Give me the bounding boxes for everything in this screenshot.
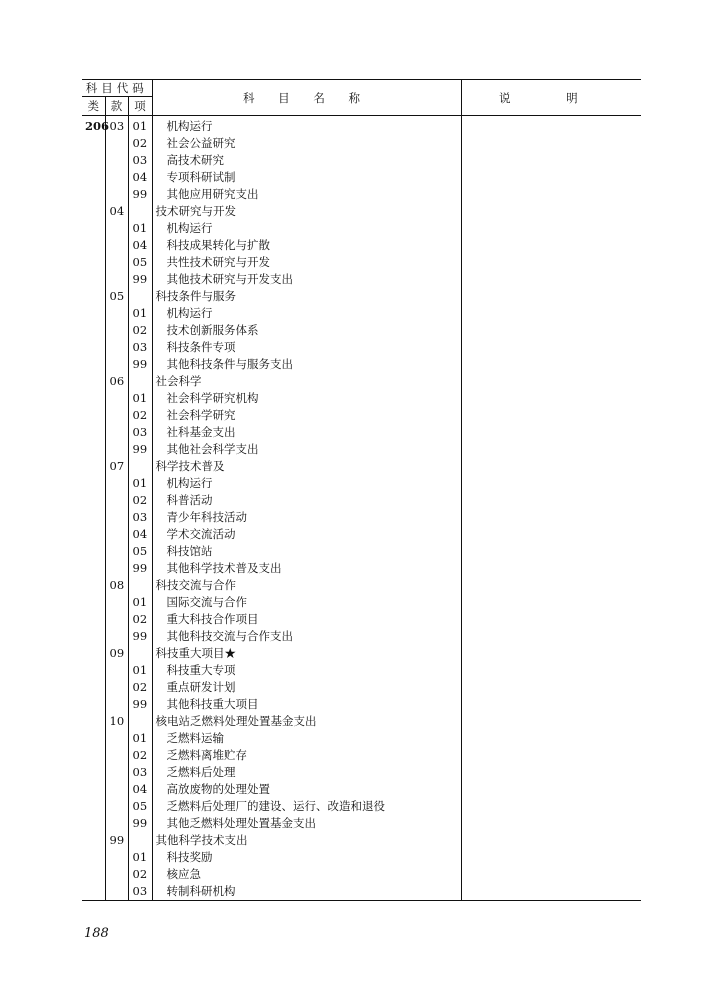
cell-kuan <box>105 390 128 407</box>
cell-kuan <box>105 730 128 747</box>
cell-lei <box>82 186 105 203</box>
table-row <box>82 424 641 441</box>
table-row <box>82 116 641 136</box>
cell-lei <box>82 577 105 594</box>
cell-lei <box>82 509 105 526</box>
table-row <box>82 526 641 543</box>
cell-lei <box>82 475 105 492</box>
header-xiang: 项 <box>128 97 152 116</box>
cell-kuan <box>105 492 128 509</box>
cell-subject-name: 科技条件与服务 <box>152 288 461 305</box>
cell-lei <box>82 832 105 849</box>
cell-subject-name: 其他科技重大项目 <box>152 696 461 713</box>
cell-subject-name: 高放废物的处理处置 <box>152 781 461 798</box>
cell-kuan <box>105 815 128 832</box>
cell-note <box>461 713 641 730</box>
cell-lei <box>82 611 105 628</box>
table-row <box>82 543 641 560</box>
cell-note <box>461 288 641 305</box>
cell-xiang: 02 <box>128 407 152 424</box>
cell-kuan <box>105 883 128 901</box>
cell-subject-name: 核电站乏燃料处理处置基金支出 <box>152 713 461 730</box>
cell-kuan <box>105 169 128 186</box>
cell-note <box>461 645 641 662</box>
table-row <box>82 832 641 849</box>
cell-xiang <box>128 203 152 220</box>
cell-note <box>461 116 641 136</box>
cell-kuan <box>105 271 128 288</box>
cell-subject-name: 其他科学技术普及支出 <box>152 560 461 577</box>
cell-note <box>461 492 641 509</box>
cell-kuan <box>105 526 128 543</box>
cell-xiang: 04 <box>128 169 152 186</box>
cell-subject-name: 科技成果转化与扩散 <box>152 237 461 254</box>
cell-note <box>461 220 641 237</box>
table-body <box>82 116 641 901</box>
table-row <box>82 883 641 901</box>
cell-lei <box>82 441 105 458</box>
cell-kuan <box>105 135 128 152</box>
table-row <box>82 594 641 611</box>
table-row <box>82 475 641 492</box>
cell-lei <box>82 254 105 271</box>
cell-xiang <box>128 288 152 305</box>
cell-lei <box>82 560 105 577</box>
table-row <box>82 237 641 254</box>
cell-kuan: 04 <box>105 203 128 220</box>
table-row <box>82 288 641 305</box>
cell-lei <box>82 135 105 152</box>
cell-note <box>461 832 641 849</box>
table-row <box>82 628 641 645</box>
cell-subject-name: 社会公益研究 <box>152 135 461 152</box>
cell-lei <box>82 781 105 798</box>
cell-note <box>461 356 641 373</box>
cell-xiang: 04 <box>128 526 152 543</box>
cell-subject-name: 国际交流与合作 <box>152 594 461 611</box>
cell-note <box>461 730 641 747</box>
cell-note <box>461 866 641 883</box>
cell-kuan: 10 <box>105 713 128 730</box>
cell-lei <box>82 866 105 883</box>
table-row <box>82 866 641 883</box>
cell-note <box>461 305 641 322</box>
cell-xiang: 99 <box>128 815 152 832</box>
cell-subject-name: 其他社会科学支出 <box>152 441 461 458</box>
cell-kuan <box>105 407 128 424</box>
cell-subject-name: 重点研发计划 <box>152 679 461 696</box>
cell-xiang: 99 <box>128 271 152 288</box>
cell-kuan: 06 <box>105 373 128 390</box>
cell-xiang: 03 <box>128 764 152 781</box>
cell-lei <box>82 849 105 866</box>
cell-lei <box>82 288 105 305</box>
table-row <box>82 747 641 764</box>
cell-lei <box>82 798 105 815</box>
cell-kuan <box>105 356 128 373</box>
table-row <box>82 492 641 509</box>
cell-kuan <box>105 186 128 203</box>
cell-kuan: 09 <box>105 645 128 662</box>
cell-kuan <box>105 781 128 798</box>
cell-note <box>461 577 641 594</box>
cell-note <box>461 764 641 781</box>
header-note: 说 明 <box>461 80 641 116</box>
cell-kuan <box>105 611 128 628</box>
cell-xiang: 01 <box>128 475 152 492</box>
cell-kuan <box>105 866 128 883</box>
cell-note <box>461 169 641 186</box>
header-lei: 类 <box>82 97 105 116</box>
cell-subject-name: 科技交流与合作 <box>152 577 461 594</box>
cell-lei <box>82 322 105 339</box>
cell-xiang: 99 <box>128 356 152 373</box>
table-row <box>82 815 641 832</box>
cell-lei <box>82 883 105 901</box>
cell-note <box>461 526 641 543</box>
cell-subject-name: 转制科研机构 <box>152 883 461 901</box>
cell-xiang: 03 <box>128 424 152 441</box>
cell-lei <box>82 424 105 441</box>
cell-xiang: 01 <box>128 849 152 866</box>
cell-subject-name: 乏燃料后处理厂的建设、运行、改造和退役 <box>152 798 461 815</box>
table-row <box>82 407 641 424</box>
cell-note <box>461 152 641 169</box>
cell-xiang: 99 <box>128 628 152 645</box>
cell-lei <box>82 152 105 169</box>
cell-subject-name: 重大科技合作项目 <box>152 611 461 628</box>
cell-kuan: 03 <box>105 116 128 136</box>
table-row <box>82 645 641 662</box>
cell-kuan <box>105 237 128 254</box>
cell-lei <box>82 730 105 747</box>
cell-subject-name: 社会科学研究 <box>152 407 461 424</box>
table-row <box>82 781 641 798</box>
cell-xiang: 02 <box>128 747 152 764</box>
cell-lei <box>82 356 105 373</box>
cell-note <box>461 441 641 458</box>
cell-note <box>461 696 641 713</box>
cell-kuan <box>105 322 128 339</box>
cell-kuan <box>105 424 128 441</box>
cell-xiang: 03 <box>128 339 152 356</box>
cell-note <box>461 424 641 441</box>
cell-note <box>461 271 641 288</box>
cell-subject-name: 其他技术研究与开发支出 <box>152 271 461 288</box>
cell-lei <box>82 271 105 288</box>
cell-note <box>461 594 641 611</box>
cell-subject-name: 社会科学研究机构 <box>152 390 461 407</box>
table-row <box>82 679 641 696</box>
cell-xiang: 02 <box>128 492 152 509</box>
cell-xiang: 03 <box>128 152 152 169</box>
cell-lei <box>82 645 105 662</box>
cell-kuan <box>105 305 128 322</box>
cell-kuan <box>105 628 128 645</box>
cell-note <box>461 254 641 271</box>
table-row <box>82 305 641 322</box>
cell-kuan <box>105 475 128 492</box>
cell-kuan: 07 <box>105 458 128 475</box>
cell-kuan <box>105 764 128 781</box>
cell-subject-name: 其他应用研究支出 <box>152 186 461 203</box>
cell-lei <box>82 628 105 645</box>
table-row <box>82 458 641 475</box>
cell-kuan: 05 <box>105 288 128 305</box>
cell-subject-name: 共性技术研究与开发 <box>152 254 461 271</box>
cell-kuan <box>105 152 128 169</box>
cell-subject-name: 乏燃料后处理 <box>152 764 461 781</box>
cell-subject-name: 乏燃料运输 <box>152 730 461 747</box>
table-row <box>82 186 641 203</box>
cell-note <box>461 135 641 152</box>
cell-xiang: 01 <box>128 116 152 136</box>
cell-xiang: 02 <box>128 322 152 339</box>
cell-note <box>461 407 641 424</box>
cell-subject-name: 技术创新服务体系 <box>152 322 461 339</box>
header-subject-name: 科 目 名 称 <box>152 80 461 116</box>
cell-subject-name: 科技重大项目★ <box>152 645 461 662</box>
cell-xiang: 05 <box>128 543 152 560</box>
cell-note <box>461 458 641 475</box>
cell-subject-name: 学术交流活动 <box>152 526 461 543</box>
table-row <box>82 662 641 679</box>
cell-kuan <box>105 747 128 764</box>
table-row <box>82 696 641 713</box>
table-row <box>82 713 641 730</box>
cell-subject-name: 社科基金支出 <box>152 424 461 441</box>
cell-subject-name: 技术研究与开发 <box>152 203 461 220</box>
cell-lei <box>82 526 105 543</box>
table-row <box>82 373 641 390</box>
cell-note <box>461 679 641 696</box>
cell-subject-name: 高技术研究 <box>152 152 461 169</box>
table-row <box>82 577 641 594</box>
cell-subject-name: 科普活动 <box>152 492 461 509</box>
cell-subject-name: 乏燃料离堆贮存 <box>152 747 461 764</box>
cell-subject-name: 科学技术普及 <box>152 458 461 475</box>
table-row <box>82 220 641 237</box>
table-row <box>82 271 641 288</box>
cell-lei <box>82 169 105 186</box>
table-row <box>82 390 641 407</box>
cell-xiang: 01 <box>128 662 152 679</box>
cell-note <box>461 475 641 492</box>
cell-lei <box>82 543 105 560</box>
cell-subject-name: 青少年科技活动 <box>152 509 461 526</box>
table-row <box>82 798 641 815</box>
cell-subject-name: 其他科学技术支出 <box>152 832 461 849</box>
cell-note <box>461 390 641 407</box>
table-row <box>82 509 641 526</box>
cell-kuan <box>105 560 128 577</box>
cell-note <box>461 543 641 560</box>
cell-kuan <box>105 441 128 458</box>
cell-xiang: 04 <box>128 781 152 798</box>
cell-xiang <box>128 713 152 730</box>
cell-note <box>461 322 641 339</box>
cell-note <box>461 560 641 577</box>
cell-lei <box>82 458 105 475</box>
cell-xiang: 99 <box>128 696 152 713</box>
cell-note <box>461 611 641 628</box>
cell-kuan: 99 <box>105 832 128 849</box>
cell-note <box>461 373 641 390</box>
cell-lei <box>82 815 105 832</box>
cell-lei <box>82 696 105 713</box>
cell-subject-name: 专项科研试制 <box>152 169 461 186</box>
cell-note <box>461 662 641 679</box>
cell-lei <box>82 203 105 220</box>
cell-kuan <box>105 543 128 560</box>
page-number: 188 <box>84 926 109 941</box>
cell-note <box>461 849 641 866</box>
table-row <box>82 152 641 169</box>
table-row <box>82 441 641 458</box>
subject-code-table <box>82 79 641 901</box>
cell-lei <box>82 305 105 322</box>
cell-kuan <box>105 220 128 237</box>
cell-kuan <box>105 509 128 526</box>
cell-xiang: 99 <box>128 560 152 577</box>
cell-note <box>461 815 641 832</box>
table-row <box>82 611 641 628</box>
cell-subject-name: 科技奖励 <box>152 849 461 866</box>
cell-lei <box>82 594 105 611</box>
cell-note <box>461 186 641 203</box>
header-kuan: 款 <box>105 97 128 116</box>
cell-xiang: 01 <box>128 390 152 407</box>
cell-xiang: 04 <box>128 237 152 254</box>
table-row <box>82 764 641 781</box>
cell-xiang <box>128 832 152 849</box>
cell-subject-name: 其他乏燃料处理处置基金支出 <box>152 815 461 832</box>
cell-xiang <box>128 373 152 390</box>
cell-note <box>461 628 641 645</box>
cell-subject-name: 其他科技交流与合作支出 <box>152 628 461 645</box>
cell-note <box>461 747 641 764</box>
cell-xiang: 03 <box>128 883 152 901</box>
table-row <box>82 169 641 186</box>
cell-kuan <box>105 594 128 611</box>
cell-kuan <box>105 662 128 679</box>
cell-subject-name: 核应急 <box>152 866 461 883</box>
table-row <box>82 339 641 356</box>
header-subject-code: 科目代码 <box>82 80 152 97</box>
cell-subject-name: 机构运行 <box>152 305 461 322</box>
cell-lei <box>82 339 105 356</box>
cell-note <box>461 883 641 901</box>
table-row <box>82 135 641 152</box>
cell-kuan <box>105 696 128 713</box>
cell-xiang <box>128 645 152 662</box>
cell-kuan <box>105 679 128 696</box>
cell-subject-name: 科技重大专项 <box>152 662 461 679</box>
cell-lei <box>82 407 105 424</box>
cell-note <box>461 781 641 798</box>
cell-lei <box>82 713 105 730</box>
cell-lei: 206 <box>85 119 110 133</box>
cell-xiang: 02 <box>128 611 152 628</box>
cell-kuan <box>105 849 128 866</box>
cell-subject-name: 社会科学 <box>152 373 461 390</box>
cell-subject-name: 机构运行 <box>152 475 461 492</box>
cell-kuan: 08 <box>105 577 128 594</box>
cell-subject-name: 科技条件专项 <box>152 339 461 356</box>
cell-kuan <box>105 798 128 815</box>
cell-lei <box>82 390 105 407</box>
cell-lei <box>82 679 105 696</box>
cell-kuan <box>105 339 128 356</box>
cell-lei <box>82 492 105 509</box>
cell-xiang: 01 <box>128 594 152 611</box>
cell-lei <box>82 764 105 781</box>
cell-lei <box>82 373 105 390</box>
table-row <box>82 356 641 373</box>
cell-kuan <box>105 254 128 271</box>
cell-subject-name: 其他科技条件与服务支出 <box>152 356 461 373</box>
cell-xiang: 02 <box>128 135 152 152</box>
cell-xiang: 03 <box>128 509 152 526</box>
cell-lei <box>82 747 105 764</box>
table-row <box>82 322 641 339</box>
cell-xiang <box>128 458 152 475</box>
cell-note <box>461 339 641 356</box>
cell-xiang: 02 <box>128 866 152 883</box>
cell-xiang: 01 <box>128 220 152 237</box>
table-row <box>82 254 641 271</box>
cell-xiang: 99 <box>128 441 152 458</box>
cell-note <box>461 509 641 526</box>
cell-subject-name: 科技馆站 <box>152 543 461 560</box>
cell-lei <box>82 220 105 237</box>
table-row <box>82 730 641 747</box>
cell-xiang: 05 <box>128 254 152 271</box>
cell-xiang: 99 <box>128 186 152 203</box>
cell-note <box>461 798 641 815</box>
cell-subject-name: 机构运行 <box>152 116 461 136</box>
cell-xiang <box>128 577 152 594</box>
cell-xiang: 02 <box>128 679 152 696</box>
table-row <box>82 203 641 220</box>
table-row <box>82 849 641 866</box>
cell-note <box>461 237 641 254</box>
cell-xiang: 01 <box>128 730 152 747</box>
cell-lei <box>82 662 105 679</box>
table-row <box>82 560 641 577</box>
cell-subject-name: 机构运行 <box>152 220 461 237</box>
cell-xiang: 01 <box>128 305 152 322</box>
cell-xiang: 05 <box>128 798 152 815</box>
cell-note <box>461 203 641 220</box>
cell-lei <box>82 237 105 254</box>
